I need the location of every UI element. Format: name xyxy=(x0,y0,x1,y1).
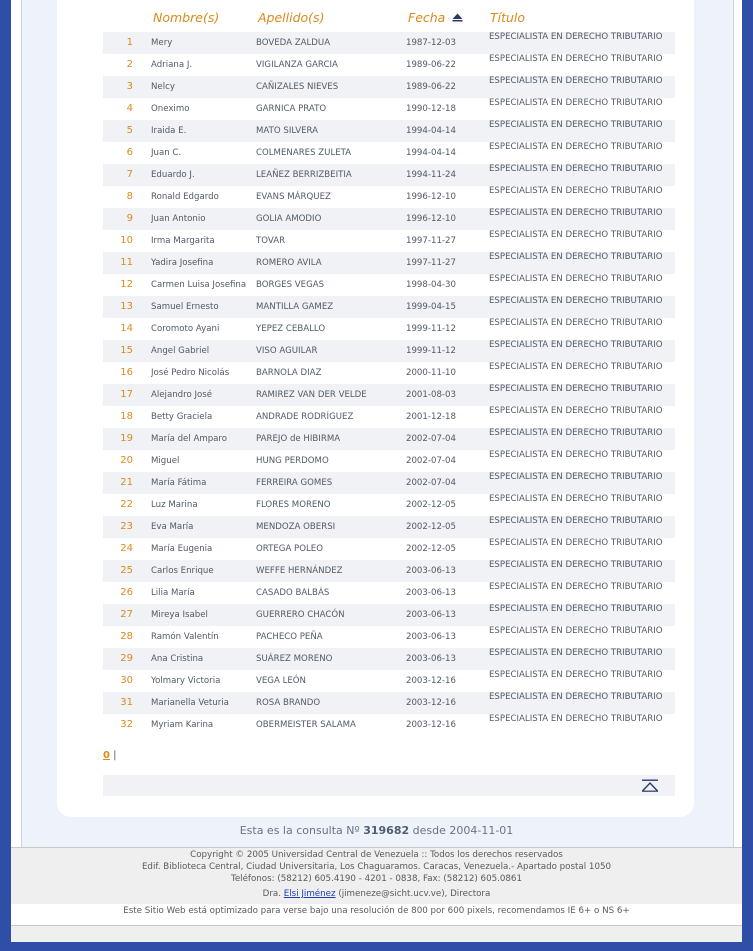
results-table xyxy=(103,32,675,736)
table-row xyxy=(103,76,675,98)
table-row xyxy=(103,208,675,230)
director-email-link[interactable]: Elsi Jiménez xyxy=(283,889,336,899)
row-number: 13 xyxy=(120,301,133,312)
cell-apellido: YEPEZ CEBALLO xyxy=(256,324,326,334)
table-row xyxy=(103,494,675,516)
table-row xyxy=(103,54,675,76)
cell-titulo: ESPECIALISTA EN DERECHO TRIBUTARIO xyxy=(489,296,663,306)
row-number: 17 xyxy=(120,389,133,400)
cell-nombre: Mireya Isabel xyxy=(151,610,208,620)
pager-page-link[interactable]: 0 xyxy=(103,750,110,761)
cell-titulo: ESPECIALISTA EN DERECHO TRIBUTARIO xyxy=(489,362,663,372)
cell-fecha: 2003-06-13 xyxy=(406,566,456,576)
cell-titulo: ESPECIALISTA EN DERECHO TRIBUTARIO xyxy=(489,252,663,262)
cell-nombre: Luz Marina xyxy=(151,500,198,510)
cell-titulo: ESPECIALISTA EN DERECHO TRIBUTARIO xyxy=(489,164,663,174)
row-number: 2 xyxy=(126,59,133,70)
header-apellido[interactable]: Apellido(s) xyxy=(258,10,325,25)
cell-nombre: Alejandro José xyxy=(151,390,212,400)
cell-nombre: María Eugenia xyxy=(151,544,213,554)
table-row xyxy=(103,472,675,494)
cell-titulo: ESPECIALISTA EN DERECHO TRIBUTARIO xyxy=(489,670,663,680)
cell-nombre: Juan C. xyxy=(151,148,182,158)
table-row xyxy=(103,604,675,626)
header-fecha[interactable]: Fecha xyxy=(408,10,446,25)
cell-apellido: BOVEDA ZALDUA xyxy=(256,38,331,48)
row-number: 25 xyxy=(120,565,133,576)
cell-fecha: 1994-04-14 xyxy=(406,126,456,136)
cell-fecha: 2000-11-10 xyxy=(406,368,456,378)
cell-titulo: ESPECIALISTA EN DERECHO TRIBUTARIO xyxy=(489,714,663,724)
footer-address: Edif. Biblioteca Central, Ciudad Universitaria, Los Chaguaramos. Caracas, Venezuela.- Apartado postal 1050 xyxy=(141,862,612,872)
cell-nombre: Samuel Ernesto xyxy=(151,302,219,312)
cell-nombre: Eva María xyxy=(151,522,194,532)
row-number: 8 xyxy=(126,191,133,202)
row-number: 7 xyxy=(126,169,133,180)
table-row xyxy=(103,714,675,736)
cell-titulo: ESPECIALISTA EN DERECHO TRIBUTARIO xyxy=(489,208,663,218)
cell-nombre: Mery xyxy=(151,38,173,48)
table-row xyxy=(103,98,675,120)
table-row xyxy=(103,450,675,472)
table-row xyxy=(103,648,675,670)
cell-apellido: FERREIRA GOMES xyxy=(256,478,333,488)
cell-fecha: 1990-12-18 xyxy=(406,104,456,114)
cell-titulo: ESPECIALISTA EN DERECHO TRIBUTARIO xyxy=(489,98,663,108)
table-row xyxy=(103,362,675,384)
table-bottom-bar xyxy=(103,775,675,796)
cell-apellido: SUÁREZ MORENO xyxy=(256,654,333,664)
table-row xyxy=(103,186,675,208)
table-row xyxy=(103,538,675,560)
row-number: 14 xyxy=(120,323,133,334)
row-number: 19 xyxy=(120,433,133,444)
cell-apellido: ROMERO AVILA xyxy=(256,258,322,268)
row-number: 11 xyxy=(120,257,133,268)
row-number: 6 xyxy=(126,147,133,158)
cell-apellido: GARNICA PRATO xyxy=(256,104,327,114)
row-number: 24 xyxy=(120,543,133,554)
cell-apellido: GUERRERO CHACÓN xyxy=(256,610,345,620)
cell-nombre: Iraida E. xyxy=(151,126,187,136)
cell-apellido: MATO SILVERA xyxy=(256,126,319,136)
cell-apellido: VISO AGUILAR xyxy=(256,346,318,356)
cell-fecha: 2002-07-04 xyxy=(406,478,456,488)
cell-fecha: 1999-04-15 xyxy=(406,302,456,312)
resolution-note: Este Sitio Web está optimizado para verse bajo una resolución de 800 por 600 pixels, recomendamos IE 6+ o NS 6+ xyxy=(123,906,630,916)
back-to-top-icon[interactable] xyxy=(641,779,659,792)
table-row xyxy=(103,120,675,142)
row-number: 28 xyxy=(120,631,133,642)
cell-titulo: ESPECIALISTA EN DERECHO TRIBUTARIO xyxy=(489,494,663,504)
footer-director-prefix: Dra. xyxy=(262,889,281,899)
cell-apellido: PACHECO PEÑA xyxy=(256,632,323,642)
cell-titulo: ESPECIALISTA EN DERECHO TRIBUTARIO xyxy=(489,142,663,152)
cell-fecha: 2002-07-04 xyxy=(406,456,456,466)
cell-nombre: Yolmary Victoria xyxy=(151,676,221,686)
cell-nombre: Betty Graciela xyxy=(151,412,213,422)
cell-apellido: BARNOLA DIAZ xyxy=(256,368,322,378)
cell-nombre: Carmen Luisa Josefina xyxy=(151,280,247,290)
cell-apellido: OBERMEISTER SALAMA xyxy=(256,720,356,730)
footer-copyright: Copyright © 2005 Universidad Central de Venezuela :: Todos los derechos reservados xyxy=(190,850,563,860)
cell-titulo: ESPECIALISTA EN DERECHO TRIBUTARIO xyxy=(489,230,663,240)
bottom-strip xyxy=(11,925,742,942)
cell-fecha: 1994-11-24 xyxy=(406,170,456,180)
cell-fecha: 1998-04-30 xyxy=(406,280,456,290)
cell-titulo: ESPECIALISTA EN DERECHO TRIBUTARIO xyxy=(489,406,663,416)
pager xyxy=(103,750,117,761)
cell-titulo: ESPECIALISTA EN DERECHO TRIBUTARIO xyxy=(489,340,663,350)
cell-apellido: PAREJO de HIBIRMA xyxy=(256,434,341,444)
cell-titulo: ESPECIALISTA EN DERECHO TRIBUTARIO xyxy=(489,54,663,64)
cell-apellido: ANDRADE RODRÍGUEZ xyxy=(256,412,354,422)
cell-titulo: ESPECIALISTA EN DERECHO TRIBUTARIO xyxy=(489,560,663,570)
table-row xyxy=(103,582,675,604)
cell-nombre: Juan Antonio xyxy=(151,214,206,224)
cell-apellido: VIGILANZA GARCIA xyxy=(256,60,338,70)
cell-titulo: ESPECIALISTA EN DERECHO TRIBUTARIO xyxy=(489,32,663,42)
table-row xyxy=(103,384,675,406)
cell-fecha: 2002-07-04 xyxy=(406,434,456,444)
cell-nombre: Eduardo J. xyxy=(151,170,195,180)
table-row xyxy=(103,164,675,186)
query-counter xyxy=(0,824,753,837)
pager-separator: | xyxy=(113,750,117,761)
row-number: 4 xyxy=(126,103,133,114)
cell-fecha: 1999-11-12 xyxy=(406,346,456,356)
cell-fecha: 2001-12-18 xyxy=(406,412,456,422)
cell-apellido: HUNG PERDOMO xyxy=(256,456,329,466)
footer-director xyxy=(11,889,742,899)
cell-nombre: Irma Margarita xyxy=(151,236,215,246)
row-number: 22 xyxy=(120,499,133,510)
table-row xyxy=(103,318,675,340)
row-number: 20 xyxy=(120,455,133,466)
cell-nombre: Carlos Enrique xyxy=(151,566,214,576)
cell-titulo: ESPECIALISTA EN DERECHO TRIBUTARIO xyxy=(489,582,663,592)
cell-nombre: Adriana J. xyxy=(151,60,193,70)
cell-fecha: 1999-11-12 xyxy=(406,324,456,334)
cell-nombre: Lilia María xyxy=(151,588,195,598)
cell-apellido: VEGA LEÓN xyxy=(256,676,306,686)
table-row xyxy=(103,626,675,648)
table-row xyxy=(103,274,675,296)
table-row xyxy=(103,670,675,692)
query-counter-prefix: Esta es la consulta Nº xyxy=(239,824,360,837)
cell-fecha: 1996-12-10 xyxy=(406,192,456,202)
row-number: 30 xyxy=(120,675,133,686)
cell-nombre: Myriam Karina xyxy=(151,720,214,730)
cell-fecha: 1989-06-22 xyxy=(406,82,456,92)
row-number: 27 xyxy=(120,609,133,620)
row-number: 3 xyxy=(126,81,133,92)
cell-titulo: ESPECIALISTA EN DERECHO TRIBUTARIO xyxy=(489,626,663,636)
cell-fecha: 2003-06-13 xyxy=(406,632,456,642)
cell-fecha: 2003-06-13 xyxy=(406,588,456,598)
row-number: 16 xyxy=(120,367,133,378)
cell-fecha: 2003-06-13 xyxy=(406,610,456,620)
cell-apellido: MANTILLA GAMEZ xyxy=(256,302,334,312)
cell-apellido: CAÑIZALES NIEVES xyxy=(256,82,339,92)
cell-apellido: EVANS MÁRQUEZ xyxy=(256,192,331,202)
cell-fecha: 1996-12-10 xyxy=(406,214,456,224)
header-nombre[interactable]: Nombre(s) xyxy=(153,10,220,25)
cell-fecha: 2002-12-05 xyxy=(406,544,456,554)
row-number: 18 xyxy=(120,411,133,422)
cell-titulo: ESPECIALISTA EN DERECHO TRIBUTARIO xyxy=(489,516,663,526)
cell-titulo: ESPECIALISTA EN DERECHO TRIBUTARIO xyxy=(489,186,663,196)
row-number: 5 xyxy=(126,125,133,136)
cell-apellido: ROSA BRANDO xyxy=(256,698,321,708)
row-number: 31 xyxy=(120,697,133,708)
table-row xyxy=(103,230,675,252)
cell-nombre: Coromoto Ayani xyxy=(151,324,220,334)
cell-apellido: CASADO BALBÁS xyxy=(256,588,330,598)
cell-nombre: Ramón Valentín xyxy=(151,632,219,642)
cell-titulo: ESPECIALISTA EN DERECHO TRIBUTARIO xyxy=(489,76,663,86)
cell-fecha: 1987-12-03 xyxy=(406,38,456,48)
cell-apellido: LEAÑEZ BERRIZBEITIA xyxy=(256,170,352,180)
sort-ascending-icon[interactable] xyxy=(452,13,463,22)
table-row xyxy=(103,516,675,538)
table-row xyxy=(103,406,675,428)
cell-fecha: 2003-12-16 xyxy=(406,676,456,686)
row-number: 21 xyxy=(120,477,133,488)
cell-apellido: WEFFE HERNÁNDEZ xyxy=(256,566,343,576)
cell-nombre: Ronald Edgardo xyxy=(151,192,219,202)
cell-apellido: TOVAR xyxy=(256,236,286,246)
cell-nombre: Oneximo xyxy=(151,104,190,114)
cell-apellido: BORGES VEGAS xyxy=(256,280,325,290)
cell-nombre: Yadira Josefina xyxy=(151,258,214,268)
cell-nombre: María Fátima xyxy=(151,478,207,488)
cell-fecha: 2003-06-13 xyxy=(406,654,456,664)
cell-fecha: 1997-11-27 xyxy=(406,258,456,268)
table-row xyxy=(103,692,675,714)
cell-titulo: ESPECIALISTA EN DERECHO TRIBUTARIO xyxy=(489,604,663,614)
cell-fecha: 2003-12-16 xyxy=(406,720,456,730)
table-row xyxy=(103,428,675,450)
table-row xyxy=(103,296,675,318)
cell-apellido: ORTEGA POLEO xyxy=(256,544,323,554)
cell-fecha: 2002-12-05 xyxy=(406,500,456,510)
row-number: 29 xyxy=(120,653,133,664)
table-row xyxy=(103,340,675,362)
cell-titulo: ESPECIALISTA EN DERECHO TRIBUTARIO xyxy=(489,318,663,328)
cell-apellido: RAMIREZ VAN DER VELDE xyxy=(256,390,367,400)
cell-fecha: 1997-11-27 xyxy=(406,236,456,246)
cell-titulo: ESPECIALISTA EN DERECHO TRIBUTARIO xyxy=(489,450,663,460)
cell-apellido: MENDOZA OBERSI xyxy=(256,522,336,532)
header-titulo[interactable]: Título xyxy=(490,10,526,25)
cell-fecha: 2002-12-05 xyxy=(406,522,456,532)
cell-titulo: ESPECIALISTA EN DERECHO TRIBUTARIO xyxy=(489,384,663,394)
cell-titulo: ESPECIALISTA EN DERECHO TRIBUTARIO xyxy=(489,472,663,482)
cell-fecha: 1994-04-14 xyxy=(406,148,456,158)
footer-phones: Teléfonos: (58212) 605.4190 - 4201 - 0838, Fax: (58212) 605.0861 xyxy=(230,874,522,884)
row-number: 12 xyxy=(120,279,133,290)
table-row xyxy=(103,560,675,582)
cell-titulo: ESPECIALISTA EN DERECHO TRIBUTARIO xyxy=(489,648,663,658)
cell-nombre: José Pedro Nicolás xyxy=(151,368,230,378)
cell-nombre: Angel Gabriel xyxy=(151,346,210,356)
cell-nombre: Nelcy xyxy=(151,82,175,92)
cell-apellido: COLMENARES ZULETA xyxy=(256,148,352,158)
cell-apellido: GOLIA AMODIO xyxy=(256,214,322,224)
table-row xyxy=(103,142,675,164)
cell-apellido: FLORES MORENO xyxy=(256,500,331,510)
table-row xyxy=(103,32,675,54)
row-number: 26 xyxy=(120,587,133,598)
row-number: 32 xyxy=(120,719,133,730)
footer-director-suffix: (jimeneze@sicht.ucv.ve), Directora xyxy=(338,889,491,899)
cell-nombre: María del Amparo xyxy=(151,434,228,444)
table-row xyxy=(103,252,675,274)
row-number: 1 xyxy=(126,37,133,48)
cell-titulo: ESPECIALISTA EN DERECHO TRIBUTARIO xyxy=(489,274,663,284)
query-counter-number: 319682 xyxy=(363,824,410,837)
cell-fecha: 1989-06-22 xyxy=(406,60,456,70)
cell-fecha: 2003-12-16 xyxy=(406,698,456,708)
cell-nombre: Miguel xyxy=(151,456,180,466)
row-number: 10 xyxy=(120,235,133,246)
row-number: 15 xyxy=(120,345,133,356)
row-number: 9 xyxy=(126,213,133,224)
cell-titulo: ESPECIALISTA EN DERECHO TRIBUTARIO xyxy=(489,538,663,548)
cell-nombre: Marianella Veturia xyxy=(151,698,229,708)
cell-nombre: Ana Cristina xyxy=(151,654,204,664)
cell-fecha: 2001-08-03 xyxy=(406,390,456,400)
query-counter-suffix: desde 2004-11-01 xyxy=(412,824,514,837)
cell-titulo: ESPECIALISTA EN DERECHO TRIBUTARIO xyxy=(489,428,663,438)
cell-titulo: ESPECIALISTA EN DERECHO TRIBUTARIO xyxy=(489,692,663,702)
footer xyxy=(11,847,742,904)
cell-titulo: ESPECIALISTA EN DERECHO TRIBUTARIO xyxy=(489,120,663,130)
row-number: 23 xyxy=(120,521,133,532)
